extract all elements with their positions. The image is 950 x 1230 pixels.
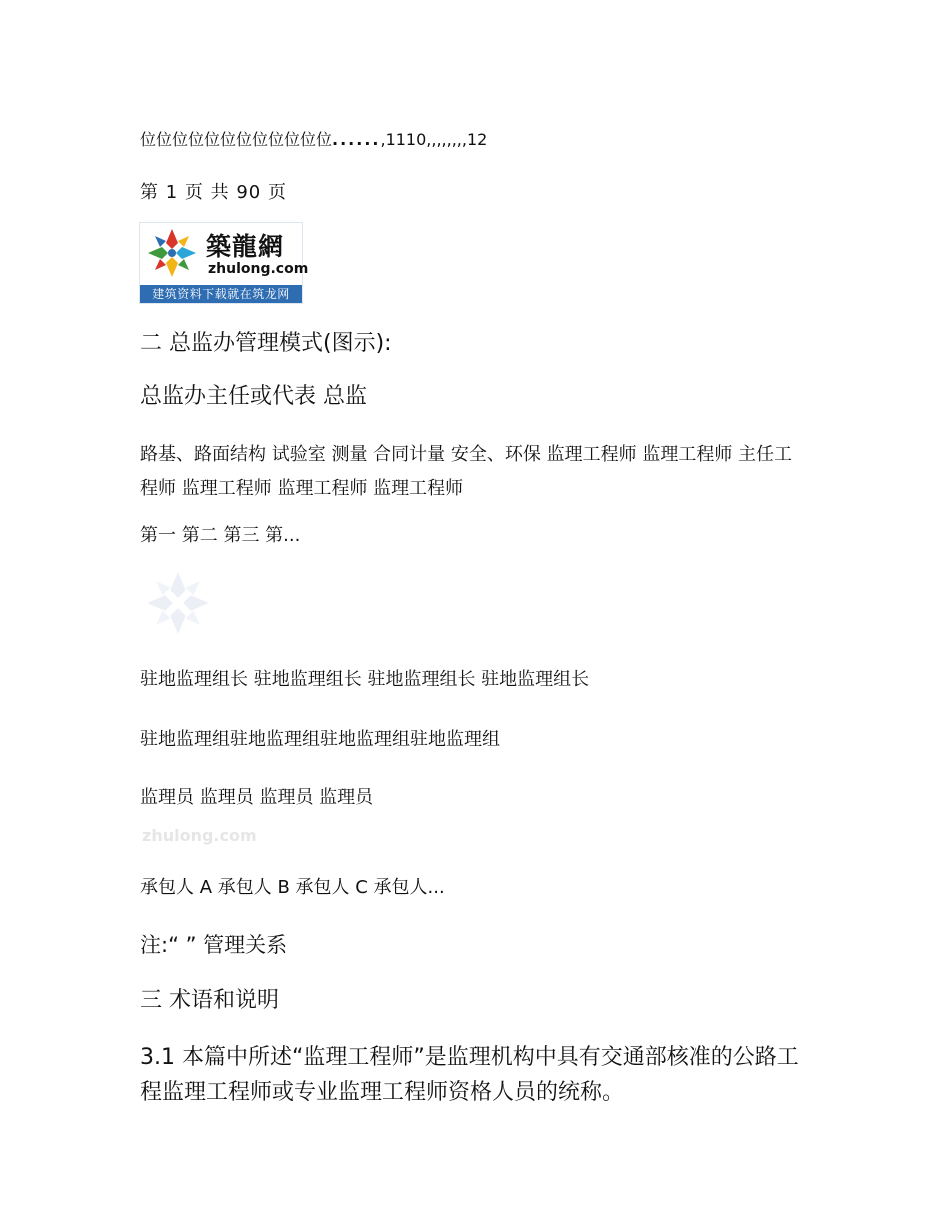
faint-pinwheel-watermark-icon — [140, 567, 216, 639]
toc-dots: ...... — [332, 130, 381, 149]
zhulong-pinwheel-icon — [144, 225, 200, 281]
ordinal-line: 第一 第二 第三 第... — [140, 525, 301, 546]
logo-domain: zhulong.com — [208, 261, 309, 277]
groups-line: 驻地监理组驻地监理组驻地监理组驻地监理组 — [140, 729, 500, 750]
logo-chinese-name: 築龍網 — [206, 232, 285, 261]
roles-line: 路基、路面结构 试验室 测量 合同计量 安全、环保 监理工程师 监理工程师 主任工程师 监理工程师 监理工程师 监理工程师 — [140, 444, 793, 499]
chief-line: 总监办主任或代表 总监 — [140, 384, 367, 409]
toc-text: 位位位位位位位位位位位位 — [140, 130, 333, 149]
zhulong-logo — [139, 222, 309, 304]
logo-slogan: 建筑资料下载就在筑龙网 — [140, 285, 302, 303]
faint-domain-watermark: zhulong.com — [142, 826, 257, 845]
toc-line — [140, 130, 487, 151]
section-heading-3: 三 术语和说明 — [140, 988, 279, 1013]
contractors-line: 承包人 A 承包人 B 承包人 C 承包人... — [140, 877, 445, 898]
page-info: 第 1 页 共 90 页 — [140, 182, 287, 203]
section-heading-2: 二 总监办管理模式(图示): — [140, 331, 392, 356]
note-line: 注:“ ” 管理关系 — [140, 933, 288, 957]
inspectors-line: 监理员 监理员 监理员 监理员 — [140, 787, 374, 808]
toc-tail: ,1110,,,,,,,,12 — [380, 130, 488, 149]
paragraph-3-1: 3.1 本篇中所述“监理工程师”是监理机构中具有交通部核准的公路工程监理工程师或专业监理工程师资格人员的统称。 — [140, 1045, 799, 1105]
leaders-line: 驻地监理组长 驻地监理组长 驻地监理组长 驻地监理组长 — [140, 669, 590, 690]
